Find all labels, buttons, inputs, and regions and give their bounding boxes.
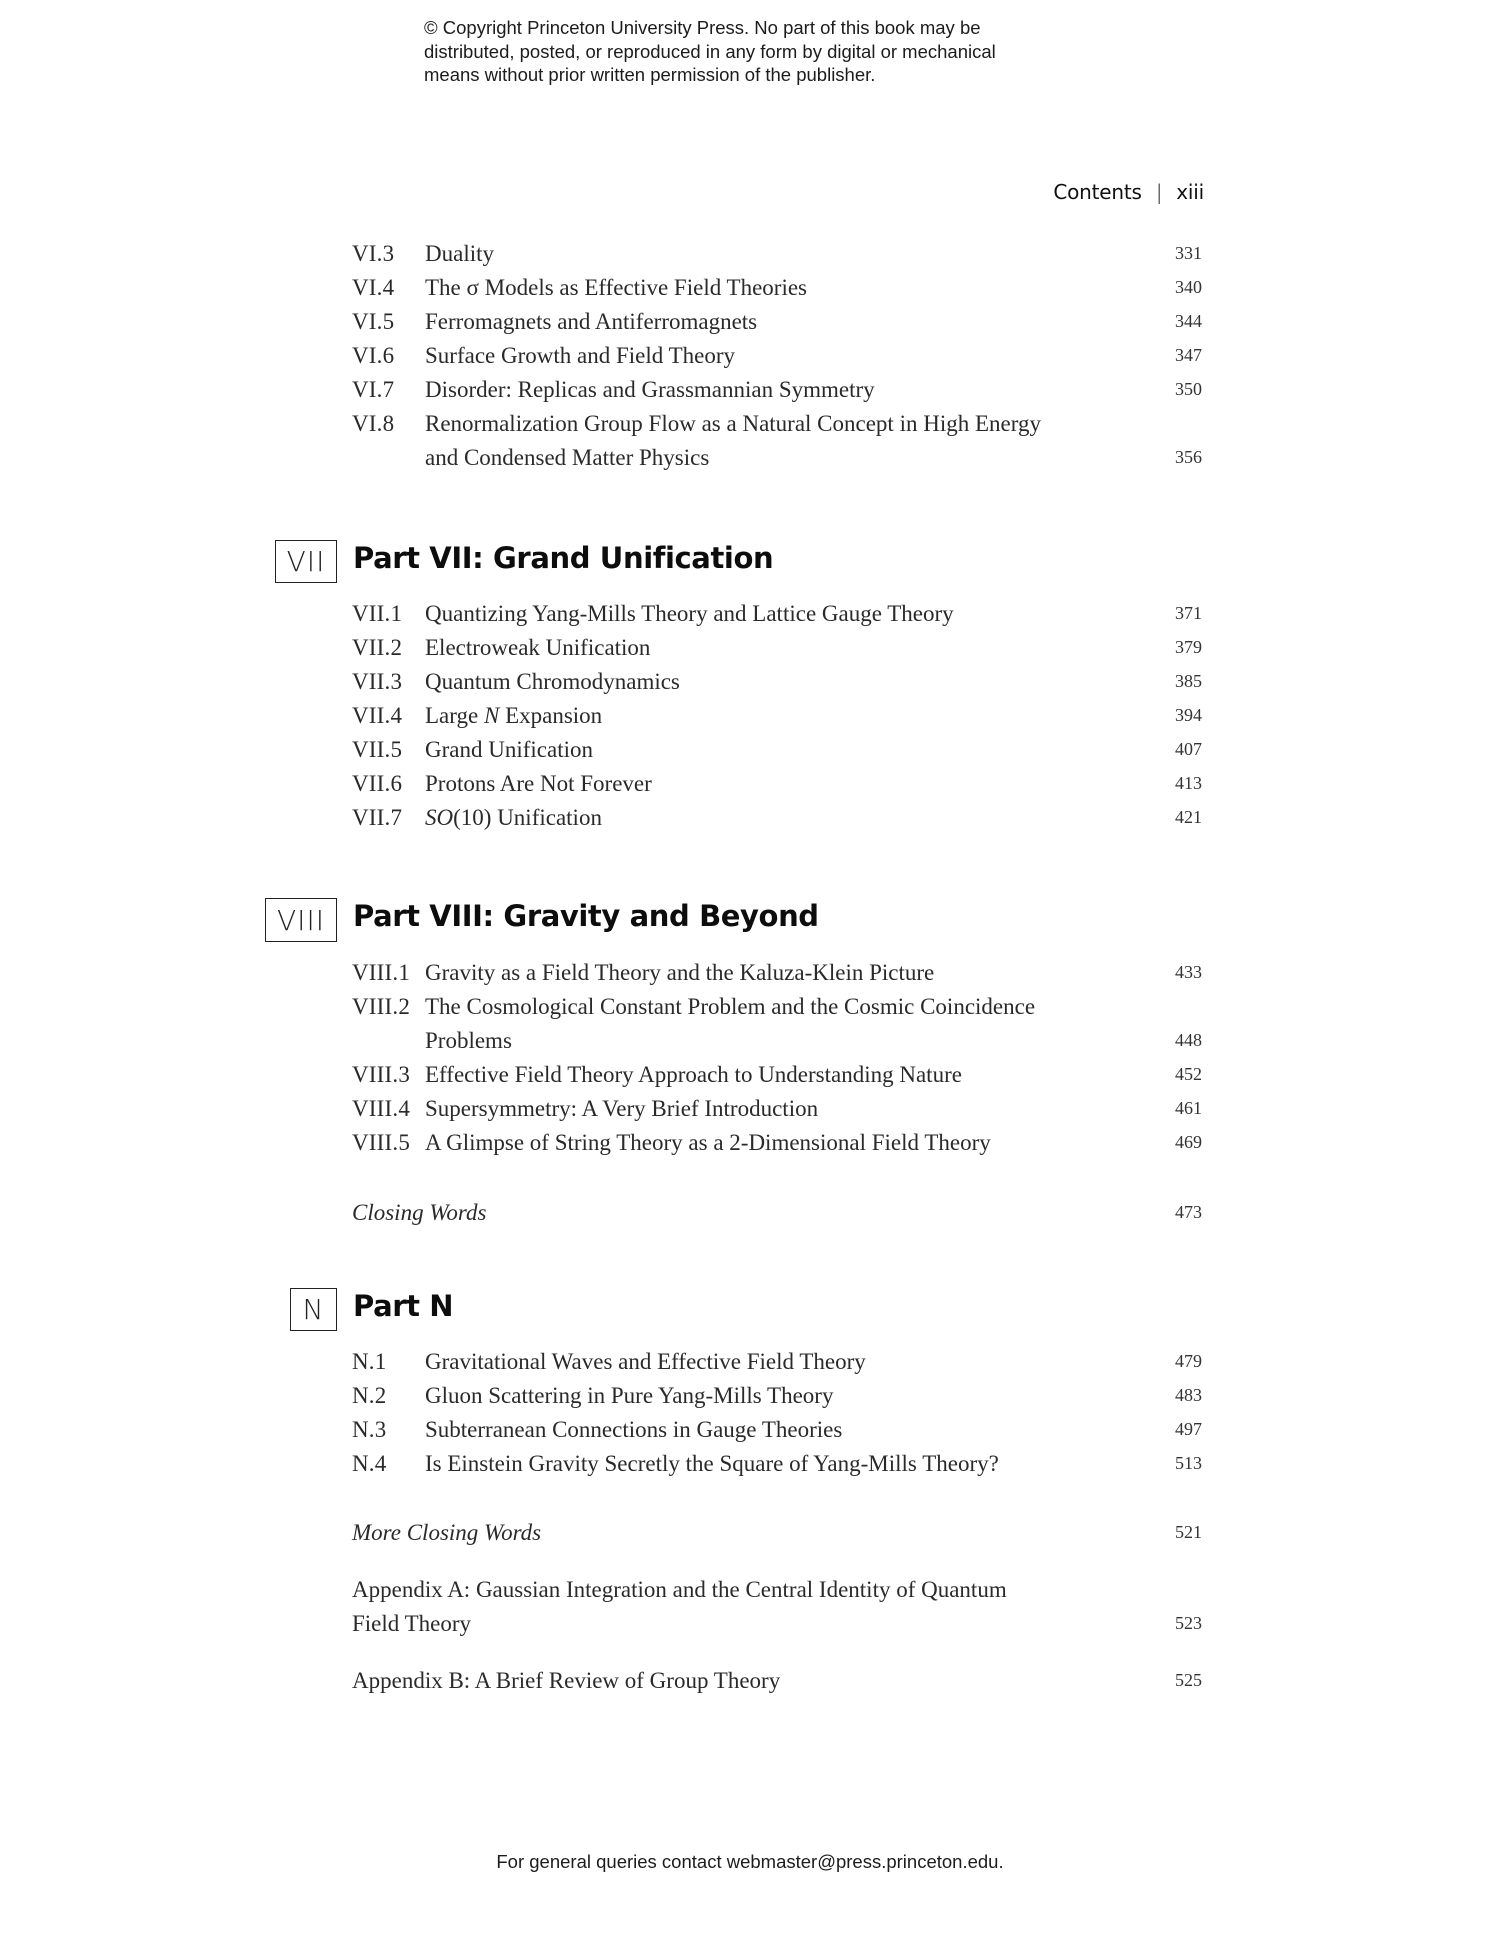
entry-title: Duality	[425, 241, 494, 266]
entry-number: VIII.2	[352, 994, 411, 1019]
toc-more-closing-words[interactable]	[352, 1520, 1202, 1554]
entry-title-continued: and Condensed Matter Physics	[425, 445, 710, 470]
entry-number: N.3	[352, 1417, 387, 1442]
entry-number: VIII.3	[352, 1062, 411, 1087]
entry-number: VII.2	[352, 635, 403, 660]
entry-page: 469	[1175, 1132, 1202, 1152]
entry-page: 521	[1175, 1522, 1202, 1542]
entry-number: VII.5	[352, 737, 403, 762]
entry-number: N.1	[352, 1349, 387, 1374]
toc-entry[interactable]	[352, 1096, 1202, 1130]
toc-entry[interactable]	[352, 805, 1202, 839]
entry-page: 479	[1175, 1351, 1202, 1371]
toc-entry[interactable]	[352, 771, 1202, 805]
toc-closing-words[interactable]	[352, 1200, 1202, 1234]
title-text: Expansion	[499, 703, 603, 728]
entry-number: VI.6	[352, 343, 395, 368]
entry-number: VIII.4	[352, 1096, 411, 1121]
entry-page: 473	[1175, 1202, 1202, 1222]
toc-entry[interactable]	[352, 994, 1202, 1028]
entry-number: VI.3	[352, 241, 395, 266]
toc-entry[interactable]	[352, 377, 1202, 411]
toc-entry[interactable]	[352, 241, 1202, 275]
entry-page: 433	[1175, 962, 1202, 982]
entry-page: 421	[1175, 807, 1202, 827]
toc-entry-continuation[interactable]	[352, 1611, 1202, 1645]
entry-page: 344	[1175, 311, 1202, 331]
entry-title: Disorder: Replicas and Grassmannian Symmetry	[425, 377, 875, 402]
entry-number: N.4	[352, 1451, 387, 1476]
entry-page: 331	[1175, 243, 1202, 263]
title-text: Large	[425, 703, 484, 728]
entry-page: 483	[1175, 1385, 1202, 1405]
entry-title: Surface Growth and Field Theory	[425, 343, 735, 368]
part-box-label: VIII	[265, 898, 337, 942]
entry-title: Is Einstein Gravity Secretly the Square of Yang-Mills Theory?	[425, 1451, 999, 1476]
entry-page: 413	[1175, 773, 1202, 793]
entry-title: Gravitational Waves and Effective Field Theory	[425, 1349, 866, 1374]
entry-page: 452	[1175, 1064, 1202, 1084]
entry-page: 350	[1175, 379, 1202, 399]
part-heading[interactable]: Part VII: Grand Unification	[353, 541, 774, 575]
entry-title: Subterranean Connections in Gauge Theories	[425, 1417, 843, 1442]
copyright-line: © Copyright Princeton University Press. No part of this book may be	[424, 17, 981, 38]
entry-title: Quantizing Yang-Mills Theory and Lattice Gauge Theory	[425, 601, 954, 626]
entry-number: N.2	[352, 1383, 387, 1408]
entry-page: 371	[1175, 603, 1202, 623]
part-heading[interactable]: Part VIII: Gravity and Beyond	[353, 899, 819, 933]
entry-title: Appendix A: Gaussian Integration and the Central Identity of Quantum	[352, 1577, 1007, 1602]
entry-page: 347	[1175, 345, 1202, 365]
toc-entry[interactable]	[352, 1130, 1202, 1164]
entry-title: A Glimpse of String Theory as a 2-Dimensional Field Theory	[425, 1130, 991, 1155]
running-head	[1053, 180, 1204, 204]
entry-page: 523	[1175, 1613, 1202, 1633]
toc-entry-continuation[interactable]	[352, 445, 1202, 479]
entry-title: Closing Words	[352, 1200, 487, 1225]
entry-page: 513	[1175, 1453, 1202, 1473]
entry-title: Appendix B: A Brief Review of Group Theory	[352, 1668, 781, 1693]
part-heading[interactable]: Part N	[353, 1289, 454, 1323]
entry-page: 497	[1175, 1419, 1202, 1439]
entry-page: 356	[1175, 447, 1202, 467]
copyright-line: means without prior written permission of the publisher.	[424, 64, 876, 85]
copyright-notice	[424, 16, 1064, 87]
toc-entry[interactable]	[352, 1417, 1202, 1451]
entry-title: Gravity as a Field Theory and the Kaluza-Klein Picture	[425, 960, 935, 985]
running-head-separator: |	[1155, 180, 1163, 204]
entry-title: Grand Unification	[425, 737, 593, 762]
toc-entry[interactable]	[352, 601, 1202, 635]
toc-entry[interactable]	[352, 703, 1202, 737]
entry-title: Electroweak Unification	[425, 635, 651, 660]
entry-title: Effective Field Theory Approach to Understanding Nature	[425, 1062, 962, 1087]
entry-title: Gluon Scattering in Pure Yang-Mills Theory	[425, 1383, 834, 1408]
entry-number: VII.3	[352, 669, 403, 694]
entry-number: VI.5	[352, 309, 395, 334]
part-box-label: N	[290, 1288, 337, 1331]
entry-number: VII.1	[352, 601, 403, 626]
toc-appendix-b[interactable]	[352, 1668, 1202, 1702]
entry-title: Quantum Chromodynamics	[425, 669, 680, 694]
toc-entry[interactable]	[352, 669, 1202, 703]
entry-title: Supersymmetry: A Very Brief Introduction	[425, 1096, 819, 1121]
title-math: SO	[425, 805, 454, 830]
page-number: xiii	[1176, 180, 1204, 204]
toc-entry[interactable]	[352, 309, 1202, 343]
entry-number: VIII.5	[352, 1130, 411, 1155]
entry-page: 448	[1175, 1030, 1202, 1050]
toc-entry[interactable]	[352, 1062, 1202, 1096]
running-head-section: Contents	[1053, 180, 1142, 204]
title-math: N	[483, 703, 500, 728]
entry-title: Renormalization Group Flow as a Natural Concept in High Energy	[425, 411, 1041, 436]
entry-page: 385	[1175, 671, 1202, 691]
entry-title	[425, 805, 602, 831]
entry-number: VII.6	[352, 771, 403, 796]
entry-number: VI.8	[352, 411, 395, 436]
toc-entry[interactable]	[352, 1383, 1202, 1417]
toc-entry[interactable]	[352, 1349, 1202, 1383]
copyright-line: distributed, posted, or reproduced in any form by digital or mechanical	[424, 40, 996, 62]
entry-page: 407	[1175, 739, 1202, 759]
entry-number: VIII.1	[352, 960, 411, 985]
entry-title	[425, 703, 602, 729]
entry-title: The Cosmological Constant Problem and the Cosmic Coincidence	[425, 994, 1036, 1019]
entry-number: VII.7	[352, 805, 403, 830]
entry-page: 461	[1175, 1098, 1202, 1118]
toc-entry[interactable]	[352, 411, 1202, 445]
toc-entry-continuation[interactable]	[352, 1028, 1202, 1062]
entry-title-continued: Problems	[425, 1028, 512, 1053]
part-box-label: VII	[275, 540, 337, 583]
entry-page: 394	[1175, 705, 1202, 725]
entry-number: VII.4	[352, 703, 403, 728]
toc-entry[interactable]	[352, 1451, 1202, 1485]
entry-title-continued: Field Theory	[352, 1611, 472, 1636]
entry-number: VI.4	[352, 275, 395, 300]
toc-entry[interactable]	[352, 960, 1202, 994]
entry-page: 379	[1175, 637, 1202, 657]
toc-entry[interactable]	[352, 275, 1202, 309]
entry-title: The σ Models as Effective Field Theories	[425, 275, 808, 300]
toc-entry[interactable]	[352, 635, 1202, 669]
toc-appendix-a[interactable]	[352, 1577, 1202, 1611]
entry-title: Ferromagnets and Antiferromagnets	[425, 309, 758, 334]
toc-entry[interactable]	[352, 343, 1202, 377]
entry-title: More Closing Words	[352, 1520, 542, 1545]
entry-title: Protons Are Not Forever	[425, 771, 652, 796]
entry-number: VI.7	[352, 377, 395, 402]
footer-contact: For general queries contact webmaster@press.princeton.edu.	[496, 1851, 1004, 1872]
entry-page: 525	[1175, 1670, 1202, 1690]
toc-entry[interactable]	[352, 737, 1202, 771]
entry-page: 340	[1175, 277, 1202, 297]
title-text: (10) Unification	[453, 805, 602, 830]
